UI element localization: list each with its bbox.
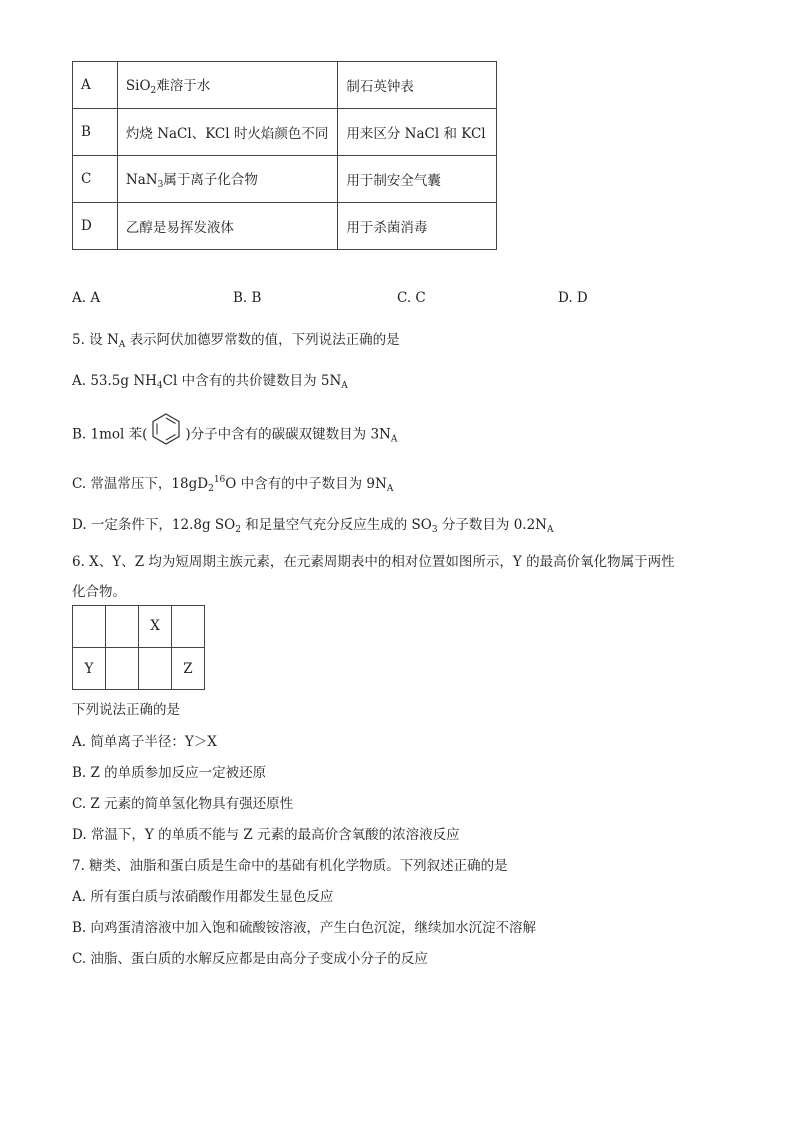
q6-prompt: 下列说法正确的是 — [72, 702, 180, 718]
row-letter: D — [73, 203, 118, 250]
row-use: 用于杀菌消毒 — [338, 203, 497, 250]
table-row — [73, 156, 497, 203]
q5-stem: 5. 设 $N_A$ 表示阿伏加德罗常数的值，下列说法正确的是 — [72, 332, 400, 350]
row-use: 用来区分 NaCl 和 KCl — [338, 109, 497, 156]
q7-option-a: A. 所有蛋白质与浓硝酸作用都发生显色反应 — [72, 889, 334, 905]
table-row — [73, 62, 497, 109]
periodic-grid — [72, 605, 205, 690]
grid-cell — [139, 648, 172, 690]
q6-stem-line1: 6. X、Y、Z 均为短周期主族元素，在元素周期表中的相对位置如图所示，Y 的最高价氧化物属于两性 — [72, 554, 675, 570]
q4-option-d: D. D — [558, 290, 588, 306]
q6-stem-line2: 化合物。 — [72, 584, 126, 600]
table-row — [73, 203, 497, 250]
grid-cell — [73, 606, 106, 648]
q6-option-b: B. Z 的单质参加反应一定被还原 — [72, 765, 267, 781]
q7-option-c: C. 油脂、蛋白质的水解反应都是由高分子变成小分子的反应 — [72, 951, 428, 967]
grid-row — [73, 606, 205, 648]
q6-option-a: A. 简单离子半径：Y＞X — [72, 734, 217, 750]
q5-option-d: D. 一定条件下，12.8g $SO_2$ 和足量空气充分反应生成的 $SO_3$ 分子数目为 $0.2N_A$ — [72, 517, 554, 535]
grid-cell-x: X — [139, 606, 172, 648]
row-letter: C — [73, 156, 118, 203]
q5-option-a: A. 53.5g $NH_4Cl$ 中含有的共价键数目为 $5N_A$ — [72, 373, 348, 391]
row-letter: B — [73, 109, 118, 156]
row-statement: NaN$_3$属于离子化合物 — [117, 156, 337, 203]
q4-option-b: B. B — [233, 290, 262, 306]
grid-cell — [106, 648, 139, 690]
q6-option-c: C. Z 元素的简单氢化物具有强还原性 — [72, 796, 294, 812]
q7-option-b: B. 向鸡蛋清溶液中加入饱和硫酸铵溶液，产生白色沉淀，继续加水沉淀不溶解 — [72, 920, 537, 936]
q6-option-d: D. 常温下，Y 的单质不能与 Z 元素的最高价含氧酸的浓溶液反应 — [72, 827, 460, 843]
q5-option-c: C. 常温常压下，$18gD_2^{16}O$ 中含有的中子数目为 $9N_A$ — [72, 475, 394, 494]
row-use: 制石英钟表 — [338, 62, 497, 109]
q4-option-c: C. C — [397, 290, 426, 306]
q4-option-a: A. A — [72, 290, 101, 306]
benzene-ring-icon — [149, 412, 183, 450]
grid-cell — [106, 606, 139, 648]
row-use: 用于制安全气囊 — [338, 156, 497, 203]
grid-row — [73, 648, 205, 690]
row-statement: SiO$_2$难溶于水 — [117, 62, 337, 109]
grid-cell-y: Y — [73, 648, 106, 690]
grid-cell-z: Z — [172, 648, 205, 690]
q4-table — [72, 61, 497, 250]
row-letter: A — [73, 62, 118, 109]
row-statement: 乙醇是易挥发液体 — [117, 203, 337, 250]
grid-cell — [172, 606, 205, 648]
q5-option-b: B. 1mol 苯( )分子中含有的碳碳双键数目为 $3N_A$ — [72, 420, 397, 450]
table-row — [73, 109, 497, 156]
q7-stem: 7. 糖类、油脂和蛋白质是生命中的基础有机化学物质。下列叙述正确的是 — [72, 858, 508, 874]
row-statement: 灼烧 NaCl、KCl 时火焰颜色不同 — [117, 109, 337, 156]
